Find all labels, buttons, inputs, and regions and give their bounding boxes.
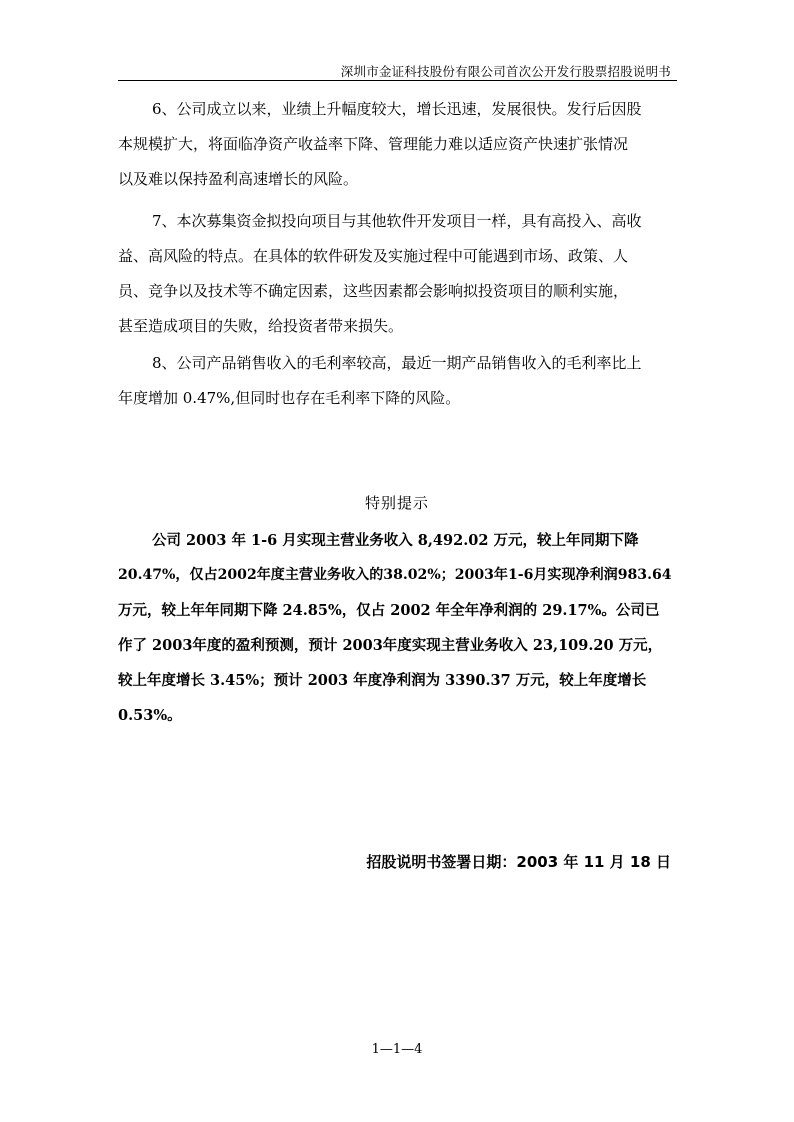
special-notice-line-5: 较上年度增长 3.45%；预计 2003 年度净利润为 3390.37 万元，较上年度增长 bbox=[118, 672, 647, 689]
risk-item-8-line-2: 年度增加 0.47%,但同时也存在毛利率下降的风险。 bbox=[118, 389, 461, 407]
risk-item-6-line-3: 以及难以保持盈利高速增长的风险。 bbox=[118, 170, 359, 188]
special-notice-body bbox=[118, 523, 678, 733]
risk-item-8-line-1: 8、公司产品销售收入的毛利率较高，最近一期产品销售收入的毛利率比上 bbox=[152, 354, 642, 372]
special-notice-line-6: 0.53%。 bbox=[118, 707, 182, 724]
risk-item-7-line-1: 7、本次募集资金拟投向项目与其他软件开发项目一样，具有高投入、高收 bbox=[152, 212, 642, 230]
header-title: 深圳市金证科技股份有限公司首次公开发行股票招股说明书 bbox=[340, 64, 671, 79]
risk-item-7 bbox=[118, 204, 678, 344]
special-notice-line-4: 作了 2003年度的盈利预测，预计 2003年度实现主营业务收入 23,109.20 万元， bbox=[118, 637, 663, 654]
risk-item-7-line-4: 甚至造成项目的失败，给投资者带来损失。 bbox=[118, 317, 404, 335]
risk-item-6 bbox=[118, 92, 678, 197]
risk-item-7-line-3: 员、竞争以及技术等不确定因素，这些因素都会影响拟投资项目的顺利实施， bbox=[118, 282, 629, 300]
header-divider bbox=[118, 80, 677, 81]
page-number: 1—1—4 bbox=[371, 1042, 423, 1057]
special-notice-title: 特别提示 bbox=[364, 494, 429, 512]
risk-item-7-line-2: 益、高风险的特点。在具体的软件研发及实施过程中可能遇到市场、政策、人 bbox=[118, 247, 629, 265]
special-notice-line-1: 公司 2003 年 1-6 月实现主营业务收入 8,492.02 万元，较上年同期下降 bbox=[152, 532, 639, 549]
risk-item-6-line-1: 6、公司成立以来，业绩上升幅度较大，增长迅速，发展很快。发行后因股 bbox=[152, 100, 642, 118]
risk-item-8 bbox=[118, 346, 678, 416]
risk-item-6-line-2: 本规模扩大，将面临净资产收益率下降、管理能力难以适应资产快速扩张情况 bbox=[118, 135, 629, 153]
signature-date: 招股说明书签署日期：2003 年 11 月 18 日 bbox=[366, 853, 671, 871]
special-notice-line-2: 20.47%，仅占2002年度主营业务收入的38.02%；2003年1-6月实现净利润983.64 bbox=[118, 567, 672, 583]
special-notice-line-3: 万元，较上年年同期下降 24.85%，仅占 2002 年全年净利润的 29.17%。公司已 bbox=[118, 602, 660, 619]
